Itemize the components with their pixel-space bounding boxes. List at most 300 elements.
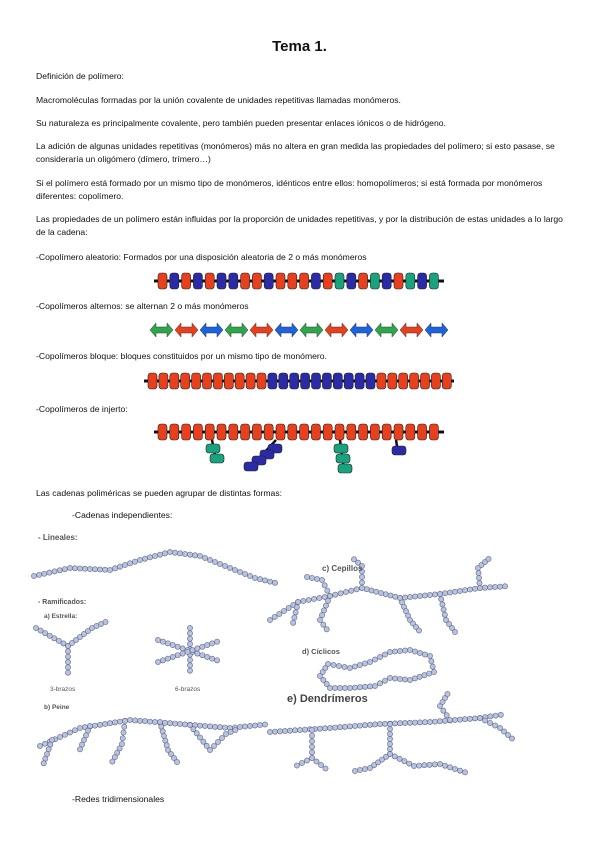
chain-bead [472, 716, 477, 721]
monomer-unit [431, 373, 440, 389]
chain-bead [321, 677, 326, 682]
monomer-unit [252, 273, 261, 289]
chain-bead [132, 718, 137, 723]
chain-bead [447, 717, 452, 722]
monomer-arrow [200, 323, 223, 337]
chain-bead [202, 555, 207, 560]
chain-bead [417, 763, 422, 768]
chain-bead [447, 765, 452, 770]
page-title: Tema 1. [272, 38, 327, 55]
chain-bead [309, 755, 314, 760]
chain-bead [377, 681, 382, 686]
monomer-unit [288, 424, 297, 440]
monomer-unit [158, 273, 167, 289]
chain-bead [57, 734, 62, 739]
chain-bead [476, 575, 481, 580]
chain-bead [486, 556, 491, 561]
monomer-unit [158, 424, 167, 440]
chain-bead [457, 588, 462, 593]
chain-bead [362, 723, 367, 728]
chain-bead [306, 597, 311, 602]
chain-bead [467, 716, 472, 721]
graft-monomer-unit [334, 444, 348, 453]
chain-bead [472, 586, 477, 591]
chain-bead [337, 725, 342, 730]
chain-bead [323, 766, 328, 771]
chain-bead [182, 722, 187, 727]
chain-bead [167, 721, 172, 726]
chain-bead [309, 575, 314, 580]
monomer-unit [181, 373, 190, 389]
chain-bead [102, 567, 107, 572]
chain-bead [359, 585, 364, 590]
chain-bead [476, 570, 481, 575]
chain-bead [152, 719, 157, 724]
chain-bead [442, 718, 447, 723]
chain-bead [232, 567, 237, 572]
chain-bead [383, 592, 388, 597]
chain-bead [364, 587, 369, 592]
monomer-unit [322, 373, 331, 389]
chain-bead [77, 566, 82, 571]
chain-bead [77, 725, 82, 730]
chain-bead [332, 685, 337, 690]
chain-bead [65, 670, 70, 675]
chain-bead [281, 608, 286, 613]
chain-bead [402, 595, 407, 600]
monomer-unit [335, 424, 344, 440]
chain-bead [432, 719, 437, 724]
chain-bead [187, 657, 192, 662]
chain-bead [237, 724, 242, 729]
chain-bead [217, 725, 222, 730]
chain-bead [477, 715, 482, 720]
chain-bead [62, 732, 67, 737]
monomer-unit [347, 424, 356, 440]
monomer-unit [410, 373, 419, 389]
monomer-unit [311, 273, 320, 289]
chain-bead [452, 766, 457, 771]
chain-bead [327, 725, 332, 730]
chain-bead [338, 591, 343, 596]
chain-bead [407, 677, 412, 682]
chain-bead [57, 568, 62, 573]
chain-bead [402, 677, 407, 682]
chain-bead [357, 662, 362, 667]
chain-bead [352, 664, 357, 669]
monomer-unit [213, 373, 222, 389]
label-cepillos: c) Cepillos [322, 564, 363, 573]
graft-monomer-unit [338, 464, 352, 473]
chain-bead [267, 617, 272, 622]
chain-bead [160, 639, 165, 644]
chain-bead [160, 658, 165, 663]
chain-bead [314, 576, 319, 581]
chain-bead [502, 584, 507, 589]
chain-bead [382, 678, 387, 683]
chain-bead [441, 708, 446, 713]
paragraph-graft-copolymer: -Copolímeros de injerto: [36, 404, 128, 414]
monomer-unit [252, 424, 261, 440]
chain-bead [267, 729, 272, 734]
chain-bead [172, 550, 177, 555]
chain-bead [378, 590, 383, 595]
chain-bead [65, 649, 70, 654]
chain-bead [242, 571, 247, 576]
chain-bead [304, 758, 309, 763]
chain-bead [110, 759, 115, 764]
chain-bead [343, 589, 348, 594]
chain-bead [493, 713, 498, 718]
chain-bead [309, 750, 314, 755]
chain-bead [317, 617, 322, 622]
chain-bead [367, 765, 372, 770]
chain-bead [349, 588, 354, 593]
chain-bead [214, 658, 219, 663]
chain-bead [52, 569, 57, 574]
chain-bead [211, 743, 216, 748]
chain-bead [509, 736, 514, 741]
chain-bead [247, 573, 252, 578]
chain-bead [155, 637, 160, 642]
chain-bead [137, 557, 142, 562]
monomer-unit [300, 273, 309, 289]
chain-bead [444, 713, 449, 718]
chain-bead [372, 683, 377, 688]
chain-bead [277, 729, 282, 734]
chain-bead [342, 664, 347, 669]
chain-bead [292, 615, 297, 620]
chain-bead [367, 659, 372, 664]
chain-bead [319, 577, 324, 582]
chain-bead [397, 721, 402, 726]
chain-bead [482, 585, 487, 590]
chain-bead [293, 610, 298, 615]
chain-bead [347, 724, 352, 729]
monomer-unit [388, 373, 397, 389]
chain-bead [382, 652, 387, 657]
chain-bead [323, 603, 328, 608]
chain-bead [272, 614, 277, 619]
chain-bead [422, 763, 427, 768]
chain-bead [325, 598, 330, 603]
monomer-unit [355, 373, 364, 389]
monomer-unit [224, 373, 233, 389]
chain-bead [407, 720, 412, 725]
monomer-unit [170, 273, 179, 289]
chain-bead [352, 768, 357, 773]
chain-bead [182, 551, 187, 556]
chain-bead [392, 754, 397, 759]
chain-bead [121, 730, 126, 735]
monomer-unit [148, 373, 157, 389]
monomer-unit [217, 273, 226, 289]
chain-bead [432, 592, 437, 597]
chain-bead [318, 762, 323, 767]
monomer-unit [406, 424, 415, 440]
monomer-unit [382, 424, 391, 440]
chain-bead [432, 762, 437, 767]
chain-bead [67, 565, 72, 570]
chain-bead [422, 720, 427, 725]
chain-bead [387, 649, 392, 654]
chain-bead [402, 648, 407, 653]
chain-bead [257, 722, 262, 727]
chain-bead [488, 714, 493, 719]
chain-bead [397, 648, 402, 653]
chain-bead [487, 720, 492, 725]
label-lineales: - Lineales: [38, 533, 78, 542]
chain-bead [287, 728, 292, 733]
chain-bead [65, 643, 70, 648]
chain-bead [431, 669, 436, 674]
monomer-unit [159, 373, 168, 389]
chain-bead [107, 567, 112, 572]
monomer-unit [406, 273, 415, 289]
paragraph-definition-heading: Definición de polímero: [36, 71, 124, 81]
monomer-unit [323, 424, 332, 440]
chain-bead [387, 721, 392, 726]
label-3-brazos: 3-brazos [50, 686, 76, 693]
chain-bead [87, 566, 92, 571]
chain-bead [212, 724, 217, 729]
chain-bead [342, 724, 347, 729]
paragraph-grouping: Las cadenas poliméricas se pueden agrupar de distintas formas: [36, 488, 283, 498]
chain-bead [407, 647, 412, 652]
chain-bead [422, 652, 427, 657]
chain-bead [302, 727, 307, 732]
monomer-unit [301, 373, 310, 389]
monomer-unit [241, 273, 250, 289]
chain-bead [267, 579, 272, 584]
chain-bead [342, 685, 347, 690]
chain-bead [452, 717, 457, 722]
monomer-unit [394, 273, 403, 289]
monomer-unit [182, 273, 191, 289]
chain-bead [65, 659, 70, 664]
monomer-unit [394, 424, 403, 440]
chain-bead [332, 725, 337, 730]
chain-bead [492, 723, 497, 728]
chain-bead [367, 684, 372, 689]
chain-bead [97, 567, 102, 572]
chain-bead [430, 664, 435, 669]
monomer-unit [182, 424, 191, 440]
chain-bead [117, 719, 122, 724]
chain-bead [272, 729, 277, 734]
chain-bead [367, 722, 372, 727]
monomer-unit [418, 273, 427, 289]
graft-copolymer-chain [150, 420, 450, 482]
graft-monomer-unit [244, 462, 258, 471]
chain-bead [322, 583, 327, 588]
chain-bead [233, 727, 238, 732]
chain-bead [352, 685, 357, 690]
monomer-unit [241, 424, 250, 440]
chain-bead [42, 741, 47, 746]
chain-bead [393, 594, 398, 599]
random-copolymer-chain [150, 270, 450, 292]
chain-bead [142, 556, 147, 561]
monomer-arrow [350, 323, 373, 337]
monomer-unit [370, 273, 379, 289]
chain-bead [219, 735, 224, 740]
chain-bead [282, 728, 287, 733]
chain-bead [462, 717, 467, 722]
chain-bead [277, 611, 282, 616]
chain-bead [467, 587, 472, 592]
chain-bead [357, 723, 362, 728]
chain-bead [165, 656, 170, 661]
chain-bead [407, 761, 412, 766]
chain-bead [177, 721, 182, 726]
chain-bead [392, 676, 397, 681]
chain-bead [205, 642, 210, 647]
chain-bead [492, 584, 497, 589]
chain-bead [311, 596, 316, 601]
chain-bead [210, 656, 215, 661]
chain-bead [142, 719, 147, 724]
label-ciclicos: d) Cíclicos [302, 647, 340, 656]
chain-bead [402, 759, 407, 764]
chain-bead [205, 654, 210, 659]
chain-architectures-figure [30, 528, 530, 790]
chain-bead [387, 751, 392, 756]
chain-bead [429, 659, 434, 664]
chain-bead [452, 589, 457, 594]
chain-bead [447, 590, 452, 595]
monomer-unit [370, 424, 379, 440]
chain-bead [65, 654, 70, 659]
chain-bead [37, 572, 42, 577]
monomer-arrow [400, 323, 423, 337]
monomer-unit [335, 273, 344, 289]
chain-bead [327, 593, 332, 598]
chain-bead [439, 597, 444, 602]
chain-bead [207, 724, 212, 729]
monomer-unit [170, 373, 179, 389]
chain-bead [417, 650, 422, 655]
chain-bead [192, 553, 197, 558]
chain-bead [242, 724, 247, 729]
chain-bead [437, 761, 442, 766]
chain-bead [212, 559, 217, 564]
monomer-arrow [375, 323, 398, 337]
monomer-arrow [300, 323, 323, 337]
chain-bead [170, 642, 175, 647]
chain-bead [72, 566, 77, 571]
monomer-unit [246, 373, 255, 389]
paragraph-alternating-copolymer: -Copolímeros alternos: se alternan 2 o más monómeros [36, 301, 249, 311]
chain-bead [174, 759, 179, 764]
chain-bead [427, 653, 432, 658]
chain-bead [387, 736, 392, 741]
chain-bead [112, 566, 117, 571]
chain-bead [237, 569, 242, 574]
chain-bead [442, 591, 447, 596]
graft-monomer-unit [336, 454, 350, 463]
chain-bead [321, 622, 326, 627]
chain-bead [437, 591, 442, 596]
chain-bead [207, 557, 212, 562]
chain-bead [187, 636, 192, 641]
chain-bead [301, 598, 306, 603]
subheading-3d-networks: -Redes tridimensionales [72, 794, 165, 804]
chain-bead [422, 593, 427, 598]
chain-bead [82, 566, 87, 571]
chain-bead [417, 720, 422, 725]
chain-bead [324, 627, 329, 632]
chain-bead [202, 723, 207, 728]
chain-bead [397, 756, 402, 761]
chain-bead [200, 653, 205, 658]
chain-bead [195, 646, 200, 651]
chain-bead [127, 561, 132, 566]
graft-monomer-unit [392, 446, 406, 455]
chain-bead [112, 720, 117, 725]
chain-bead [304, 574, 309, 579]
chain-bead [457, 768, 462, 773]
chain-bead [217, 561, 222, 566]
chain-bead [477, 585, 482, 590]
chain-bead [362, 766, 367, 771]
chain-bead [402, 720, 407, 725]
paragraph-definition: Macromoléculas formadas por la unión covalente de unidades repetitivas llamadas monómeros. [36, 95, 401, 105]
paragraph-properties: Las propiedades de un polímero están influidas por la proporción de unidades repetitivas, y por la distribución de estas unidades a lo largo de la cadena: [36, 214, 563, 237]
chain-bead [412, 676, 417, 681]
chain-bead [31, 573, 36, 578]
chain-bead [498, 712, 503, 717]
chain-bead [65, 665, 70, 670]
monomer-unit [279, 373, 288, 389]
chain-bead [214, 639, 219, 644]
monomer-unit [421, 373, 430, 389]
chain-bead [412, 649, 417, 654]
chain-bead [382, 721, 387, 726]
chain-bead [77, 747, 82, 752]
chain-bead [333, 592, 338, 597]
chain-bead [388, 593, 393, 598]
chain-bead [137, 718, 142, 723]
chain-bead [462, 588, 467, 593]
chain-bead [357, 685, 362, 690]
chain-bead [252, 575, 257, 580]
chain-bead [132, 559, 137, 564]
chain-bead [152, 553, 157, 558]
chain-bead [309, 727, 314, 732]
chain-bead [37, 743, 42, 748]
chain-bead [294, 605, 299, 610]
chain-bead [357, 767, 362, 772]
chain-bead [200, 644, 205, 649]
monomer-unit [264, 424, 273, 440]
monomer-unit [205, 424, 214, 440]
chain-bead [314, 759, 319, 764]
monomer-unit [347, 273, 356, 289]
monomer-unit [418, 424, 427, 440]
chain-bead [147, 719, 152, 724]
monomer-unit [229, 424, 238, 440]
chain-bead [487, 585, 492, 590]
chain-bead [362, 684, 367, 689]
chain-bead [165, 641, 170, 646]
monomer-unit [203, 373, 212, 389]
chain-bead [427, 592, 432, 597]
graft-monomer-unit [210, 454, 224, 463]
chain-bead [325, 588, 330, 593]
chain-bead [317, 726, 322, 731]
chain-bead [177, 551, 182, 556]
